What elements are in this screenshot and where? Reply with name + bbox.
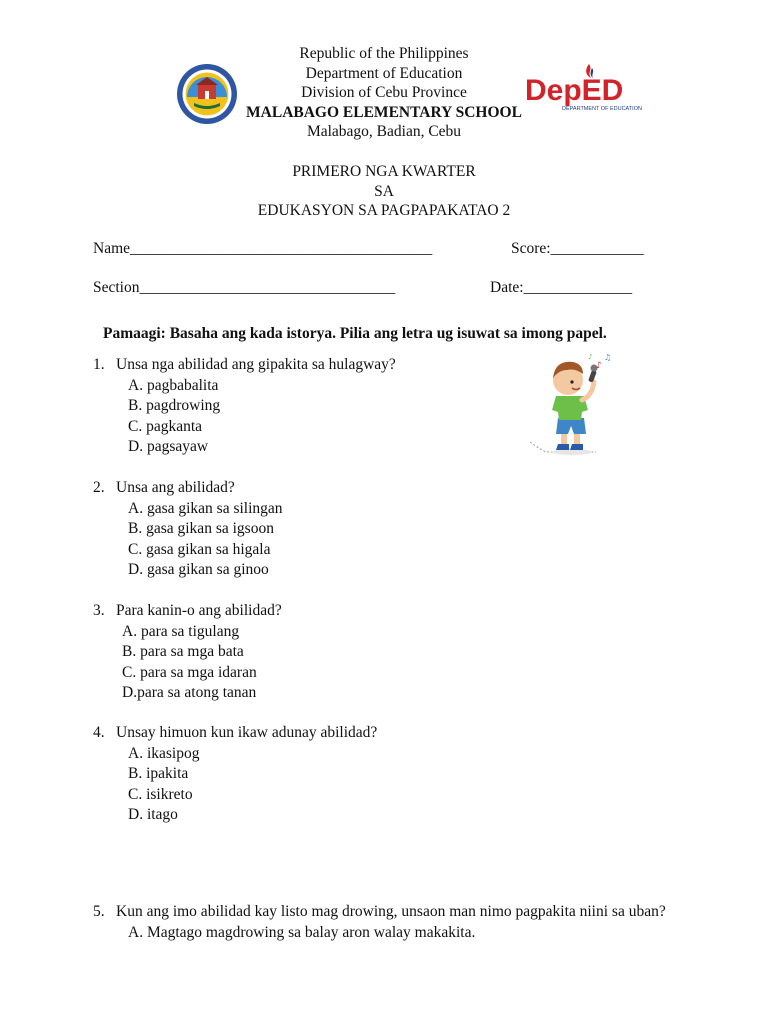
header-line-department: Department of Education xyxy=(305,64,463,82)
option-b[interactable]: B. gasa gikan sa igsoon xyxy=(128,520,274,538)
school-address: Malabago, Badian, Cebu xyxy=(306,123,462,141)
option-a[interactable]: A. Magtago magdrowing sa balay aron walay makakita. xyxy=(128,923,476,941)
option-d[interactable]: D. pagsayaw xyxy=(128,438,209,456)
exam-title-line2: SA xyxy=(374,182,394,200)
question-4 xyxy=(93,723,377,826)
question-text: Unsa nga abilidad ang gipakita sa hulagway? xyxy=(116,356,396,373)
exam-title-line3: EDUKASYON SA PAGPAPAKATAO 2 xyxy=(257,202,511,219)
header-block xyxy=(0,44,768,142)
question-number: 1. xyxy=(93,356,105,373)
option-a[interactable]: A. ikasipog xyxy=(128,744,200,762)
svg-text:♫: ♫ xyxy=(604,353,612,362)
question-text: Para kanin-o ang abilidad? xyxy=(116,602,282,619)
question-3 xyxy=(93,601,282,704)
option-c[interactable]: C. gasa gikan sa higala xyxy=(128,540,271,558)
exam-title xyxy=(0,162,768,221)
score-field[interactable]: Score:____________ xyxy=(511,240,644,257)
date-field[interactable]: Date:______________ xyxy=(490,279,633,296)
option-a[interactable]: A. gasa gikan sa silingan xyxy=(128,499,283,517)
question-5 xyxy=(93,902,716,943)
option-b[interactable]: B. ipakita xyxy=(128,765,189,783)
header-line-republic: Republic of the Philippines xyxy=(299,45,469,62)
deped-logo-text: DepED xyxy=(525,74,624,107)
name-field[interactable]: Name_______________________________________ xyxy=(93,240,433,257)
exam-title-line1: PRIMERO NGA KWARTER xyxy=(292,163,476,180)
question-1 xyxy=(93,355,396,458)
header-line-division: Division of Cebu Province xyxy=(301,84,467,102)
school-name: MALABAGO ELEMENTARY SCHOOL xyxy=(246,103,522,121)
option-b[interactable]: B. para sa mga bata xyxy=(122,643,244,661)
option-c[interactable]: C. pagkanta xyxy=(128,417,203,435)
option-b[interactable]: B. pagdrowing xyxy=(128,397,221,415)
question-text: Unsa ang abilidad? xyxy=(116,479,235,496)
option-a[interactable]: A. para sa tigulang xyxy=(122,622,240,640)
instructions: Pamaagi: Basaha ang kada istorya. Pilia ang letra ug isuwat sa imong papel. xyxy=(103,325,607,342)
question-text: Kun ang imo abilidad kay listo mag drowing, unsaon man nimo pagpakita niini sa uban? xyxy=(116,903,666,920)
question-text: Unsay himuon kun ikaw adunay abilidad? xyxy=(116,724,378,741)
option-c[interactable]: C. para sa mga idaran xyxy=(122,663,257,681)
question-number: 5. xyxy=(93,903,105,920)
singing-boy-illustration-icon xyxy=(516,352,618,458)
svg-text:♪: ♪ xyxy=(596,361,602,371)
section-field[interactable]: Section_________________________________ xyxy=(93,279,396,296)
option-d[interactable]: D. gasa gikan sa ginoo xyxy=(128,561,269,579)
deped-logo-subtext: DEPARTMENT OF EDUCATION xyxy=(562,106,642,112)
option-c[interactable]: C. isikreto xyxy=(128,785,193,803)
question-number: 3. xyxy=(93,602,105,619)
option-d[interactable]: D. itago xyxy=(128,806,178,824)
question-2 xyxy=(93,478,283,581)
option-a[interactable]: A. pagbabalita xyxy=(128,376,219,394)
option-d[interactable]: D.para sa atong tanan xyxy=(122,684,257,702)
question-number: 2. xyxy=(93,479,105,496)
question-number: 4. xyxy=(93,724,105,741)
svg-text:♪: ♪ xyxy=(588,353,593,361)
